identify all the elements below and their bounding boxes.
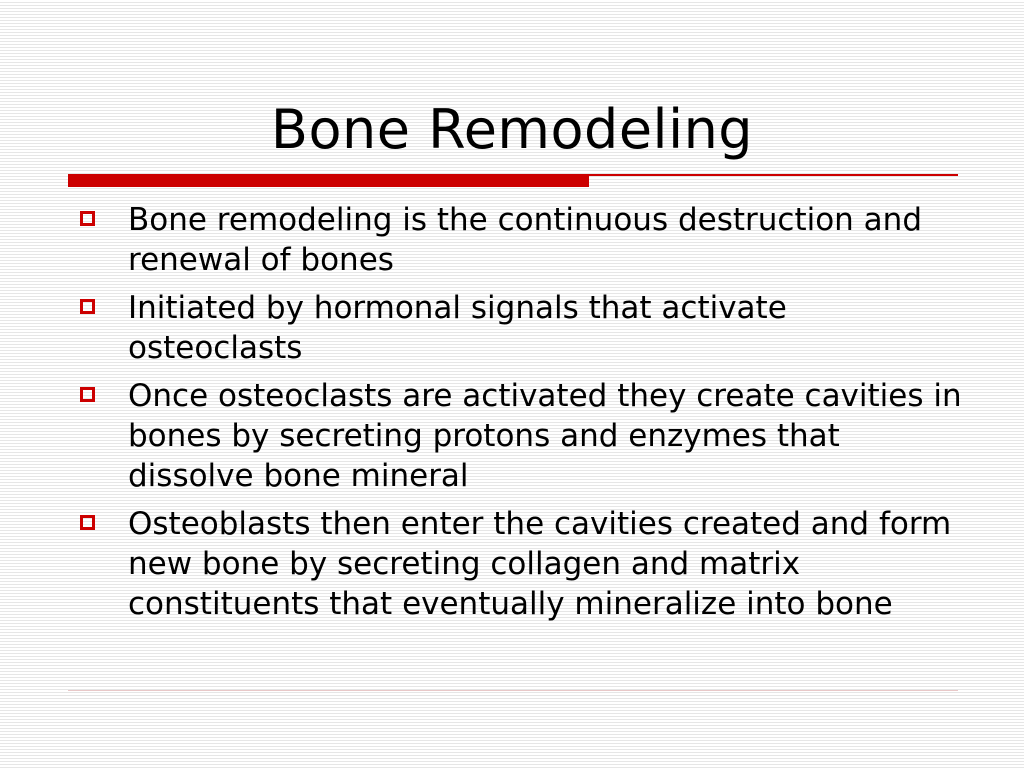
hollow-square-icon [80, 211, 95, 226]
bullet-text: Initiated by hormonal signals that activate osteoclasts [128, 290, 787, 366]
bullet-text: Bone remodeling is the continuous destruction and renewal of bones [128, 202, 922, 278]
hollow-square-icon [80, 299, 95, 314]
bullet-list [0, 200, 1024, 632]
list-item [0, 504, 1024, 624]
bullet-text: Osteoblasts then enter the cavities created and form new bone by secreting collagen and matrix constituents that eventually mineralize into bone [128, 506, 952, 622]
list-item [0, 288, 1024, 368]
bullet-text: Once osteoclasts are activated they create cavities in bones by secreting protons and enzymes that dissolve bone mineral [128, 378, 962, 494]
slide-title: Bone Remodeling [270, 98, 754, 161]
footer-divider [68, 690, 958, 691]
list-item [0, 376, 1024, 496]
list-item [0, 200, 1024, 280]
hollow-square-icon [80, 515, 95, 530]
title-underline-thick [68, 174, 589, 187]
hollow-square-icon [80, 387, 95, 402]
